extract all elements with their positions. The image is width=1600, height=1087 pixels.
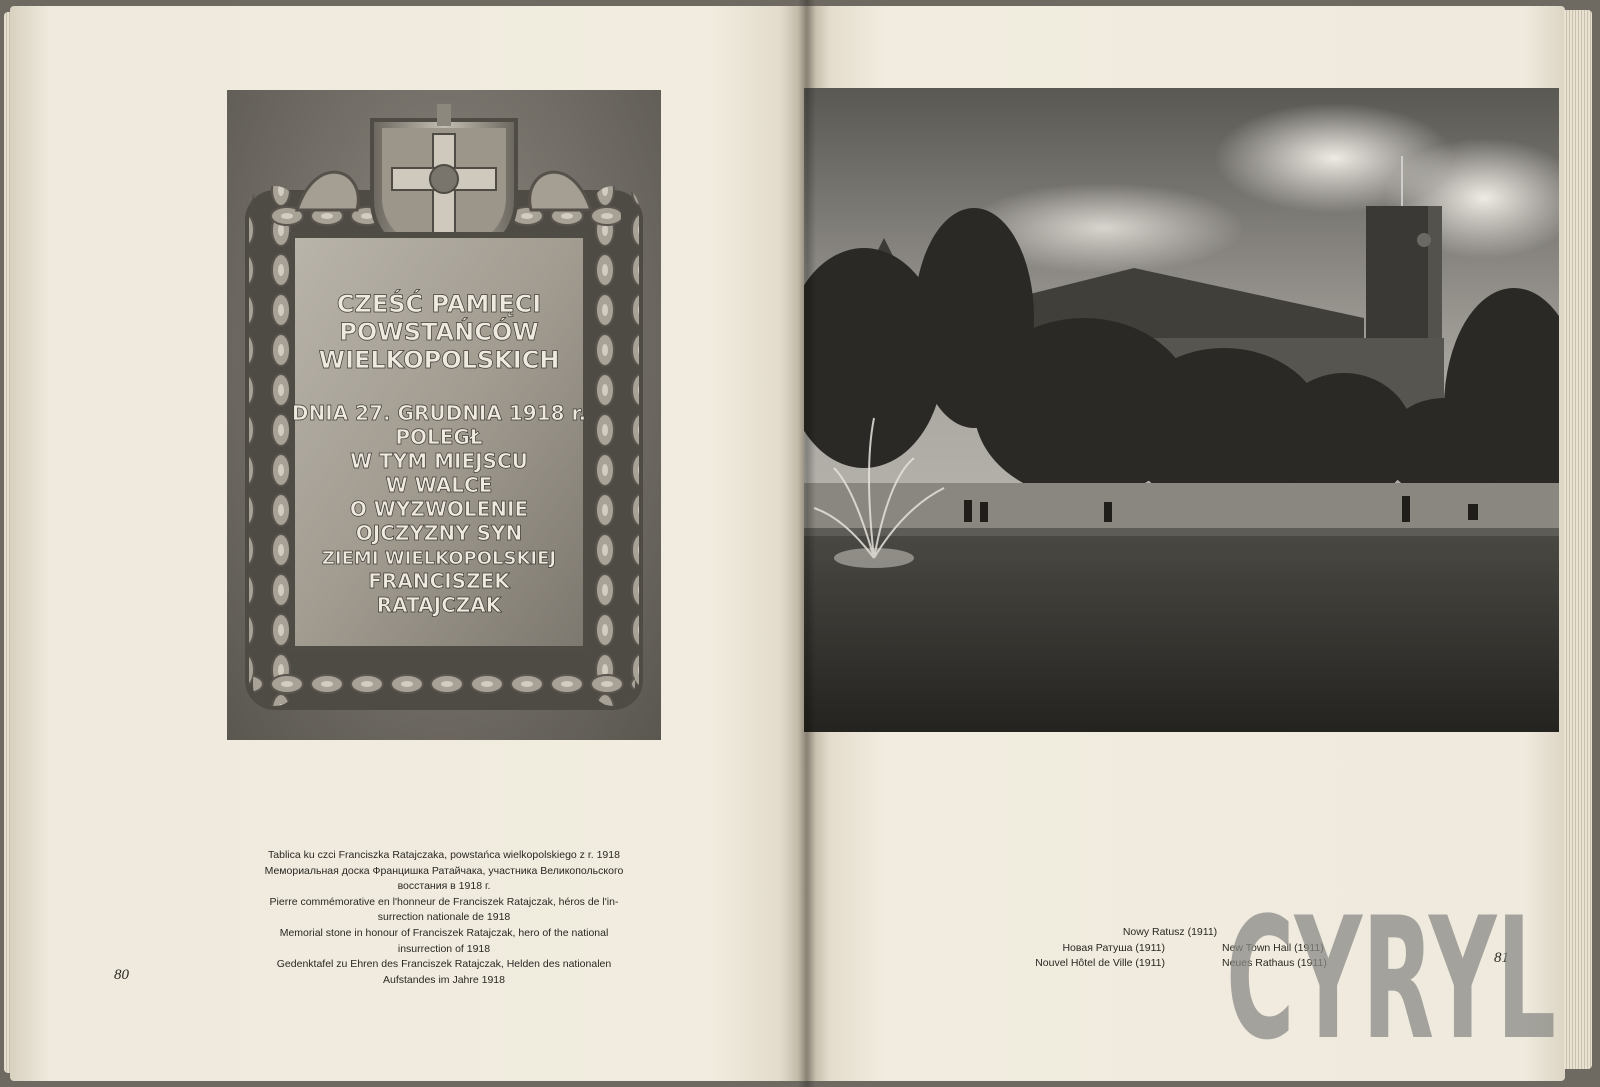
plaque-line-12: RATAJCZAK — [376, 593, 502, 617]
plaque-line-8: O WYZWOLENIE — [349, 497, 529, 521]
caption-line: Pierre commémorative en l'honneur de Franciszek Ratajczak, héros de l'in- — [269, 895, 619, 908]
page-number-left: 80 — [114, 967, 129, 983]
caption-line: восстания в 1918 г. — [397, 880, 491, 893]
town-hall-illustration — [804, 88, 1559, 732]
cyryl-watermark — [1226, 895, 1566, 1060]
caption-pl: Nowy Ratusz (1911) — [1122, 926, 1218, 938]
plaque-line-5: POLEGŁ — [395, 425, 483, 449]
plaque-line-11: FRANCISZEK — [368, 569, 510, 593]
plaque-caption — [228, 848, 660, 988]
caption-line: Tablica ku czci Franciszka Ratajczaka, powstańca wielkopolskiego z r. 1918 — [268, 849, 620, 861]
plaque-line-1: CZEŚĆ PAMIĘCI — [336, 290, 542, 318]
caption-line: surrection nationale de 1918 — [377, 911, 511, 924]
plaque-line-4: DNIA 27. GRUDNIA 1918 r. — [291, 401, 587, 425]
plaque-photo — [227, 90, 661, 740]
caption-line: Мемориальная доска Францишка Ратайчака, участника Великопольского — [264, 864, 624, 877]
caption-ru: Новая Ратуша (1911) — [1062, 941, 1165, 954]
caption-en: New Town Hall (1911) — [1222, 941, 1324, 954]
plaque-line-9: OJCZYZNY SYN — [355, 521, 523, 545]
page-edges-right — [1564, 10, 1592, 1069]
caption-line: Gedenktafel zu Ehren des Franciszek Ratajczak, Helden des nationalen — [276, 958, 612, 971]
caption-de: Neues Rathaus (1911) — [1222, 957, 1327, 970]
caption-fr: Nouvel Hôtel de Ville (1911) — [1035, 957, 1165, 970]
caption-line: insurrection of 1918 — [397, 942, 491, 955]
plaque-illustration — [227, 90, 661, 740]
watermark-text: CYRYL — [1226, 895, 1556, 1055]
plaque-line-2: POWSTAŃCÓW — [339, 318, 539, 346]
plaque-line-6: W TYM MIEJSCU — [350, 449, 528, 473]
plaque-line-3: WIELKOPOLSKICH — [318, 346, 560, 374]
caption-line: Memorial stone in honour of Franciszek Ratajczak, hero of the national — [279, 926, 609, 939]
caption-line: Aufstandes im Jahre 1918 — [383, 973, 505, 986]
plaque-line-7: W WALCE — [385, 473, 493, 497]
book-gutter — [798, 0, 816, 1087]
page-number-right: 81 — [1494, 950, 1509, 966]
town-hall-photo — [804, 88, 1559, 732]
plaque-line-10: ZIEMI WIELKOPOLSKIEJ — [321, 548, 557, 569]
